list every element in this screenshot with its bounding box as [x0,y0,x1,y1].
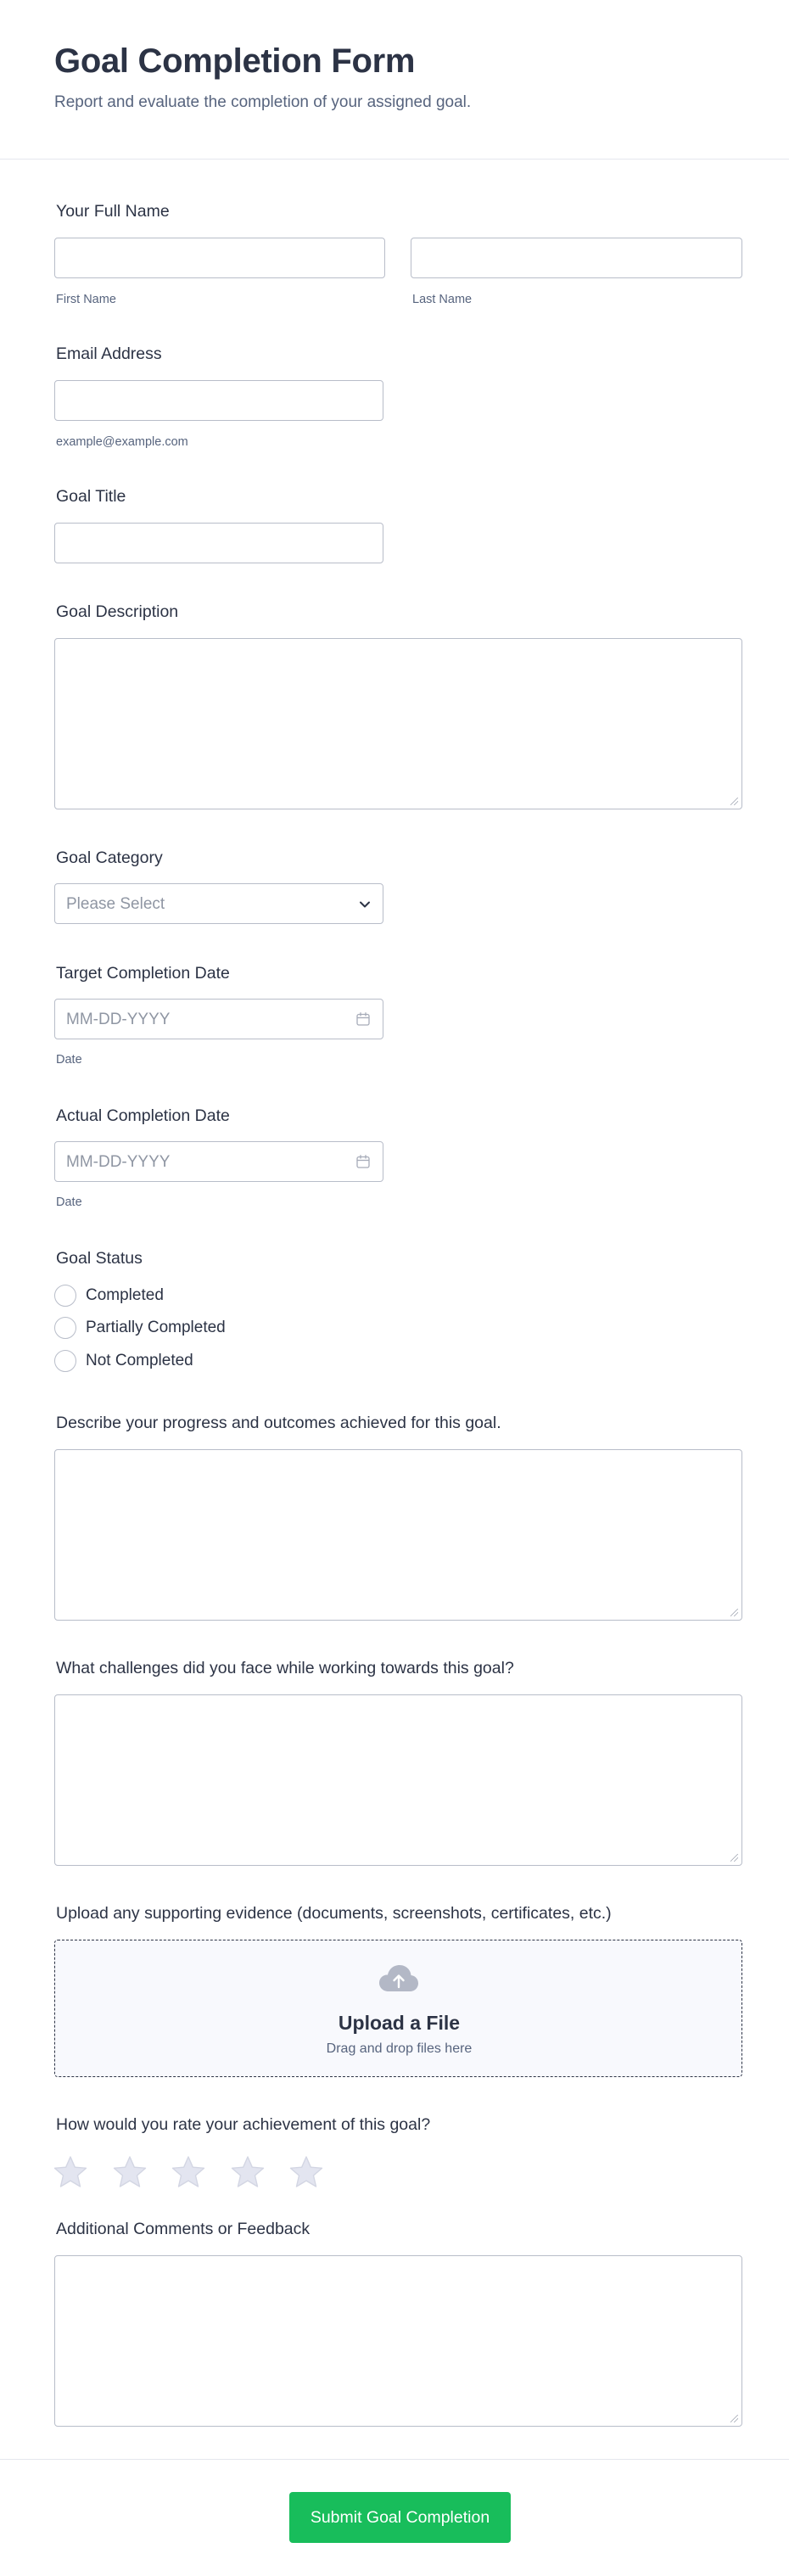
star-icon[interactable] [288,2155,324,2189]
chevron-down-icon [357,897,372,912]
goal-description-label: Goal Description [56,602,179,621]
actual-date-input[interactable] [54,1141,383,1182]
resize-grip-icon[interactable] [730,2415,738,2422]
resize-grip-icon[interactable] [730,1609,738,1616]
star-icon[interactable] [53,2155,88,2189]
radio-button[interactable] [54,1317,76,1339]
form-header [0,0,789,160]
email-label: Email Address [56,344,162,363]
progress-label: Describe your progress and outcomes achieved for this goal. [56,1414,501,1432]
radio-label[interactable]: Not Completed [86,1352,193,1369]
email-field[interactable] [54,380,383,421]
actual-date-sublabel: Date [56,1196,82,1209]
challenges-label: What challenges did you face while working towards this goal? [56,1659,514,1677]
challenges-textarea[interactable] [54,1694,742,1866]
goal-category-placeholder: Please Select [66,895,165,913]
upload-subtitle: Drag and drop files here [326,2041,473,2056]
resize-grip-icon[interactable] [730,798,738,805]
goal-category-label: Goal Category [56,848,163,867]
goal-title-label: Goal Title [56,487,126,506]
star-icon[interactable] [230,2155,266,2189]
actual-date-placeholder: MM-DD-YYYY [66,1153,171,1171]
file-upload-dropzone[interactable] [54,1940,742,2077]
resize-grip-icon[interactable] [730,1854,738,1862]
goal-status-label: Goal Status [56,1249,143,1268]
radio-label[interactable]: Partially Completed [86,1319,226,1336]
first-name-sublabel: First Name [56,293,116,306]
calendar-icon[interactable] [355,1011,371,1027]
actual-date-label: Actual Completion Date [56,1106,230,1125]
full-name-label: Your Full Name [56,202,170,221]
email-sublabel: example@example.com [56,435,188,449]
cloud-upload-icon [378,1964,419,1995]
calendar-icon[interactable] [355,1154,371,1169]
last-name-input[interactable] [411,238,742,278]
form-footer [0,2459,789,2576]
submit-button[interactable]: Submit Goal Completion [289,2492,511,2543]
radio-button[interactable] [54,1350,76,1372]
form-subtitle: Report and evaluate the completion of your assigned goal. [54,93,472,111]
target-date-placeholder: MM-DD-YYYY [66,1011,171,1028]
progress-textarea[interactable] [54,1449,742,1621]
target-date-label: Target Completion Date [56,964,230,983]
star-icon[interactable] [112,2155,148,2189]
goal-description-textarea[interactable] [54,638,742,809]
star-icon[interactable] [171,2155,206,2189]
comments-textarea[interactable] [54,2255,742,2427]
upload-label: Upload any supporting evidence (documents, screenshots, certificates, etc.) [56,1904,612,1923]
comments-label: Additional Comments or Feedback [56,2220,311,2238]
upload-title: Upload a File [338,2012,461,2034]
radio-button[interactable] [54,1285,76,1307]
last-name-sublabel: Last Name [412,293,473,306]
goal-title-input[interactable] [54,523,383,563]
target-date-sublabel: Date [56,1053,82,1067]
rating-label: How would you rate your achievement of this goal? [56,2115,431,2134]
target-date-input[interactable] [54,999,383,1039]
radio-label[interactable]: Completed [86,1286,164,1304]
first-name-input[interactable] [54,238,385,278]
goal-category-select[interactable] [54,883,383,924]
form-title: Goal Completion Form [54,42,416,80]
